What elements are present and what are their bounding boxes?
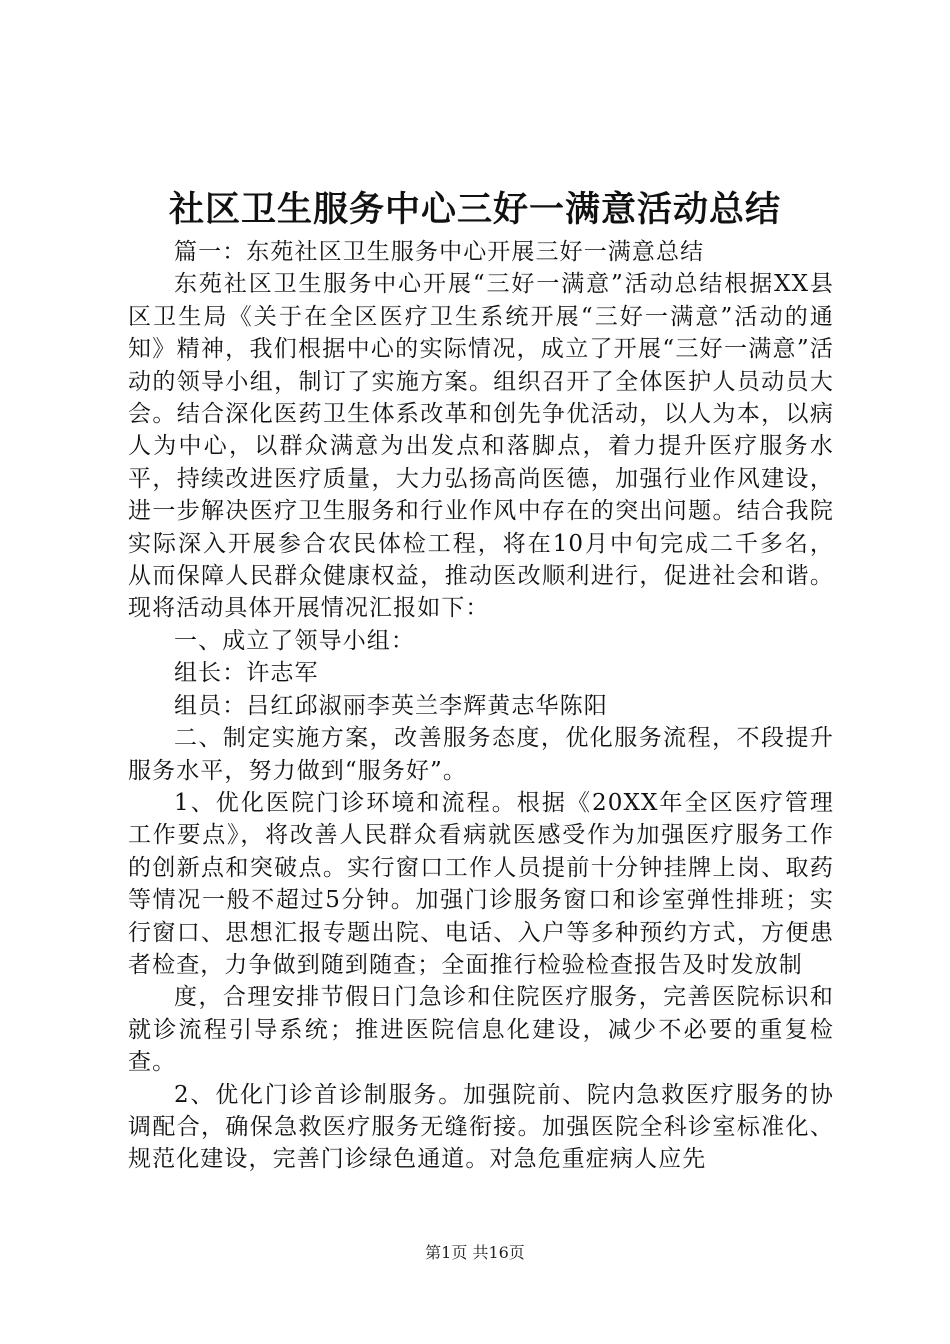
- paragraph: 2、优化门诊首诊制服务。加强院前、院内急救医疗服务的协调配合，确保急救医疗服务无缝衔接。加强医院全科诊室标准化、规范化建设，完善门诊绿色通道。对急危重症病人应先: [128, 1081, 834, 1173]
- document-title: 社区卫生服务中心三好一满意活动总结: [168, 189, 781, 230]
- document-body: [128, 236, 834, 1176]
- section-heading: 二、制定实施方案，改善服务态度，优化服务流程，不段提升服务水平，努力做到“服务好”。: [128, 725, 834, 784]
- paragraph: 1、优化医院门诊环境和流程。根据《20XX年全区医疗管理工作要点》，将改善人民群众看病就医感受作为加强医疗服务工作的创新点和突破点。实行窗口工作人员提前十分钟挂牌上岗、取药等情况一般不超过5分钟。加强门诊服务窗口和诊室弹性排班；实行窗口、思想汇报专题出院、电话、入户等多种预约方式，方便患者检查，力争做到随到随查；全面推行检验检查报告及时发放制: [128, 789, 834, 978]
- page-footer: 第1页 共16页: [425, 1243, 525, 1262]
- paragraph-heading: 篇一：东苑社区卫生服务中心开展三好一满意总结: [174, 239, 705, 265]
- paragraph: 东苑社区卫生服务中心开展“三好一满意”活动总结根据XX县区卫生局《关于在全区医疗卫生系统开展“三好一满意”活动的通知》精神，我们根据中心的实际情况，成立了开展“三好一满意”活动的领导小组，制订了实施方案。组织召开了全体医护人员动员大会。结合深化医药卫生体系改革和创先争优活动，以人为本，以病人为中心，以群众满意为出发点和落脚点，着力提升医疗服务水平，持续改进医疗质量，大力弘扬高尚医德，加强行业作风建设，进一步解决医疗卫生服务和行业作风中存在的突出问题。结合我院实际深入开展参合农民体检工程，将在10月中旬完成二千多名，从而保障人民群众健康权益，推动医改顺利进行，促进社会和谐。现将活动具体开展情况汇报如下：: [128, 271, 834, 622]
- section-heading: 一、成立了领导小组：: [174, 627, 415, 654]
- paragraph: 度，合理安排节假日门急诊和住院医疗服务，完善医院标识和就诊流程引导系统；推进医院信息化建设，减少不必要的重复检查。: [128, 984, 834, 1076]
- paragraph: 组员：吕红邱淑丽李英兰李辉黄志华陈阳: [174, 692, 608, 719]
- paragraph: 组长：许志军: [174, 660, 319, 687]
